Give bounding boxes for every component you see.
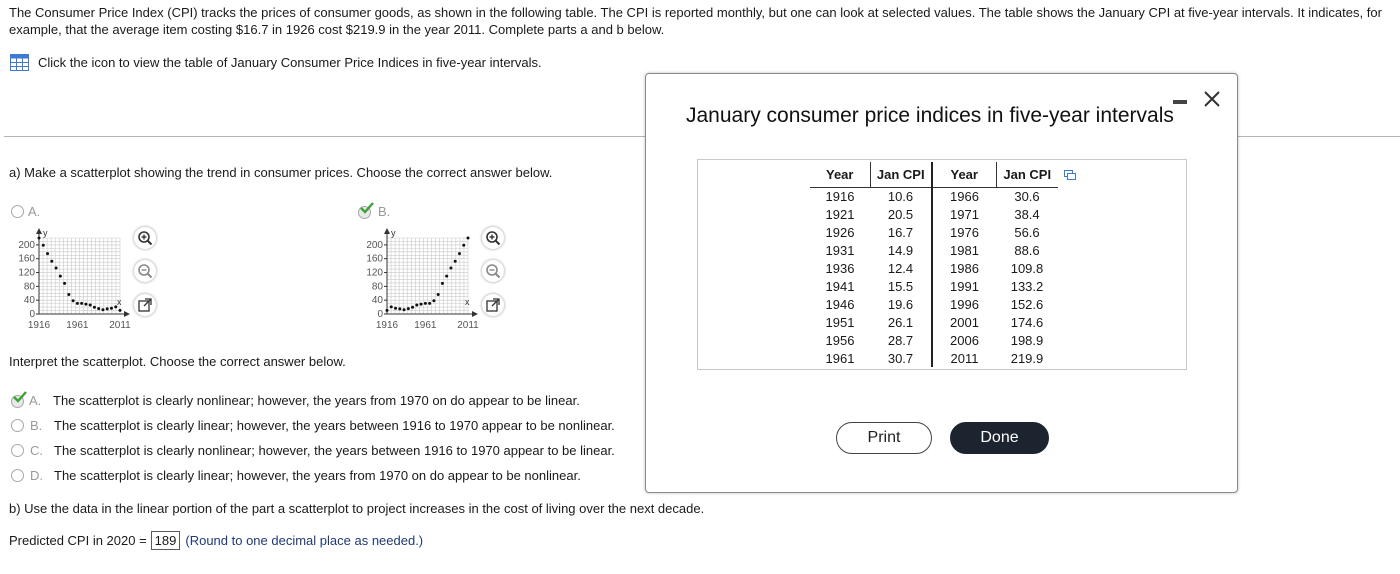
data-point (106, 307, 109, 310)
x-tick-label: 2011 (109, 320, 131, 331)
table-link-text[interactable]: Click the icon to view the table of January Consumer Price Indices in five-year intervals. (38, 55, 542, 70)
data-point (46, 252, 49, 255)
data-point (403, 308, 406, 311)
cpi-cell: 30.6 (1014, 188, 1040, 204)
x-axis-label: x (117, 297, 122, 307)
zoom-out-icon (485, 263, 501, 279)
cpi-cell: 174.6 (1010, 314, 1044, 330)
close-icon[interactable] (1202, 89, 1222, 109)
predict-label: Predicted CPI in 2020 = (9, 533, 147, 548)
data-point (449, 266, 452, 269)
data-point (386, 309, 389, 312)
data-point (432, 299, 435, 302)
year-cell: 1991 (950, 278, 979, 294)
print-button[interactable]: Print (836, 422, 932, 454)
table-row (810, 241, 1058, 259)
cpi-cell: 19.6 (870, 295, 932, 313)
data-point (445, 275, 448, 278)
choice-letter: D. (30, 468, 43, 483)
interpret-choice-c[interactable] (11, 443, 615, 458)
table-row (810, 277, 1058, 295)
table-row (810, 187, 1058, 205)
cpi-cell: 30.7 (870, 349, 932, 367)
zoom-out-button-b[interactable] (482, 260, 504, 282)
data-point (458, 252, 461, 255)
interpret-choice-a[interactable] (11, 393, 580, 408)
cpi-table (810, 162, 1058, 367)
answer-input[interactable]: 189 (151, 531, 181, 550)
y-axis-label: y (43, 228, 48, 238)
y-tick-label: 40 (371, 295, 383, 307)
cpi-cell: 14.9 (870, 241, 932, 259)
interpret-radio[interactable] (11, 469, 24, 482)
cpi-cell: 16.7 (870, 223, 932, 241)
y-tick-label: 80 (23, 281, 35, 293)
year-cell: 1916 (825, 188, 855, 204)
option-a-radio[interactable] (11, 205, 24, 218)
data-point (394, 307, 397, 310)
data-point (50, 260, 53, 263)
checkmark-icon (360, 202, 374, 214)
checkmark-icon (13, 391, 27, 403)
table-row (810, 331, 1058, 349)
y-tick-label: 160 (18, 253, 35, 265)
year-cell: 1936 (825, 260, 855, 276)
y-tick-label: 120 (18, 267, 35, 279)
data-point (72, 299, 75, 302)
year-cell: 1961 (825, 350, 855, 366)
cpi-cell: 28.7 (870, 331, 932, 349)
choice-letter: B. (30, 418, 43, 433)
data-point (42, 244, 45, 247)
choice-text: The scatterplot is clearly linear; however, the years between 1916 to 1970 appear to be nonlinear. (54, 418, 615, 433)
option-b-radio[interactable] (358, 205, 374, 219)
y-axis-label: y (391, 228, 396, 238)
table-icon[interactable] (10, 54, 29, 71)
y-tick-label: 200 (18, 239, 35, 251)
zoom-in-button-b[interactable] (482, 227, 504, 249)
choice-text: The scatterplot is clearly linear; however, the years from 1970 on do appear to be nonlinear. (54, 468, 581, 483)
plot-grid (387, 238, 468, 314)
x-arrow-icon (472, 311, 478, 317)
data-point (462, 244, 465, 247)
data-point (441, 282, 444, 285)
data-point (420, 303, 423, 306)
interpret-choice-d[interactable] (11, 468, 581, 483)
y-tick-label: 200 (366, 239, 383, 251)
scatterplot-a[interactable] (0, 226, 132, 337)
cpi-cell: 198.9 (1010, 332, 1044, 348)
x-tick-label: 1916 (27, 320, 51, 331)
cpi-cell: 109.8 (1010, 260, 1044, 276)
data-point (93, 306, 96, 309)
zoom-in-icon (485, 230, 501, 246)
table-row (810, 295, 1058, 313)
data-point (76, 302, 79, 305)
open-window-icon (138, 298, 152, 312)
year-cell: 2011 (950, 350, 979, 366)
table-link[interactable] (10, 54, 542, 71)
x-arrow-icon (124, 311, 130, 317)
x-axis-label: x (465, 297, 470, 307)
y-tick-label: 40 (23, 295, 35, 307)
data-point (89, 303, 92, 306)
year-cell: 1971 (950, 206, 979, 222)
header-cpi-2: Jan CPI (996, 162, 1058, 187)
data-point (119, 309, 122, 312)
option-b-letter: B. (378, 204, 391, 219)
year-cell: 1921 (825, 206, 855, 222)
done-button[interactable]: Done (950, 422, 1049, 454)
choice-text: The scatterplot is clearly nonlinear; however, the years from 1970 on do appear to be linear. (53, 393, 580, 408)
year-cell: 1931 (825, 242, 855, 258)
table-row (810, 223, 1058, 241)
year-cell: 1966 (950, 188, 979, 204)
interpret-radio[interactable] (11, 444, 24, 457)
intro-text: The Consumer Price Index (CPI) tracks the prices of consumer goods, as shown in the following table. The CPI is reported monthly, but one can look at selected values. The table shows the January CPI at five-year intervals. It indicates, for example, that the average item costing $16.7 in 1926 cost $219.9 in the year 2011. Complete parts a and b below. (9, 5, 1382, 37)
year-cell: 1976 (950, 224, 979, 240)
header-cpi-1: Jan CPI (870, 162, 932, 187)
year-cell: 1956 (825, 332, 855, 348)
year-cell: 1986 (950, 260, 979, 276)
table-row (810, 205, 1058, 223)
zoom-in-icon (137, 230, 153, 246)
year-cell: 1946 (825, 296, 855, 312)
cpi-cell: 12.4 (870, 259, 932, 277)
data-point (415, 303, 418, 306)
data-point (59, 275, 62, 278)
year-cell: 1941 (825, 278, 855, 294)
data-point (84, 303, 87, 306)
cpi-cell: 152.6 (1010, 296, 1044, 312)
data-point (114, 305, 117, 308)
cpi-cell: 56.6 (1014, 224, 1040, 240)
cpi-cell: 219.9 (1010, 350, 1044, 366)
data-point (407, 307, 410, 310)
choice-letter: C. (30, 443, 43, 458)
part-b-prompt: b) Use the data in the linear portion of the part a scatterplot to project increases in the cost of living over the next decade. (9, 501, 705, 516)
y-tick-label: 0 (377, 309, 383, 320)
open-window-button-b[interactable] (482, 294, 504, 316)
y-tick-label: 160 (366, 253, 383, 265)
data-point (80, 302, 83, 305)
cpi-table-dialog (645, 73, 1238, 493)
year-cell: 1926 (825, 224, 855, 240)
x-tick-label: 2011 (457, 320, 479, 331)
year-cell: 1951 (825, 314, 855, 330)
header-year-1: Year (810, 162, 870, 187)
table-row (810, 259, 1058, 277)
copy-icon[interactable] (1064, 170, 1076, 180)
y-tick-label: 0 (29, 309, 35, 320)
option-a-letter: A. (28, 204, 41, 219)
rounding-hint: (Round to one decimal place as needed.) (185, 533, 424, 548)
data-point (398, 307, 401, 310)
year-cell: 1981 (950, 242, 979, 258)
y-tick-label: 80 (371, 281, 383, 293)
option-b[interactable] (358, 204, 390, 219)
choice-letter: A. (29, 393, 42, 408)
option-a[interactable] (11, 204, 40, 219)
data-point (428, 302, 431, 305)
year-cell: 2001 (950, 314, 979, 330)
data-point (437, 293, 440, 296)
x-tick-label: 1961 (66, 320, 89, 331)
zoom-out-button-a[interactable] (134, 260, 156, 282)
data-point (101, 308, 104, 311)
data-point (55, 266, 58, 269)
scatterplot-b[interactable] (348, 226, 480, 337)
cpi-cell: 38.4 (1014, 206, 1040, 222)
cpi-cell: 20.5 (870, 205, 932, 223)
data-point (454, 260, 457, 263)
data-point (63, 282, 66, 285)
part-a-prompt: a) Make a scatterplot showing the trend in consumer prices. Choose the correct answer below. (9, 165, 553, 180)
year-cell: 2006 (950, 332, 979, 348)
y-arrow-icon (36, 228, 42, 234)
interpret-prompt: Interpret the scatterplot. Choose the correct answer below. (9, 354, 346, 369)
data-point (38, 237, 41, 240)
plot-grid (39, 238, 120, 314)
table-frame (697, 159, 1187, 370)
cpi-cell: 15.5 (870, 277, 932, 295)
x-tick-label: 1961 (414, 320, 437, 331)
zoom-out-icon (137, 263, 153, 279)
year-cell: 1996 (950, 296, 979, 312)
table-row (810, 313, 1058, 331)
data-point (424, 302, 427, 305)
prediction-row (9, 531, 423, 550)
cpi-cell: 26.1 (870, 313, 932, 331)
table-row (810, 349, 1058, 367)
header-year-2: Year (932, 162, 996, 187)
open-window-icon (486, 298, 500, 312)
data-point (390, 305, 393, 308)
data-point (467, 237, 470, 240)
zoom-in-button-a[interactable] (134, 227, 156, 249)
data-point (97, 307, 100, 310)
open-window-button-a[interactable] (134, 294, 156, 316)
cpi-cell: 88.6 (1014, 242, 1040, 258)
interpret-choice-b[interactable] (11, 418, 615, 433)
dialog-title: January consumer price indices in five-year intervals (686, 104, 1174, 127)
cpi-cell: 10.6 (870, 187, 932, 205)
data-point (411, 306, 414, 309)
y-tick-label: 120 (366, 267, 383, 279)
cpi-cell: 133.2 (1010, 278, 1044, 294)
choice-text: The scatterplot is clearly nonlinear; however, the years between 1916 to 1970 appear to be linear. (54, 443, 615, 458)
x-tick-label: 1916 (375, 320, 399, 331)
data-point (67, 293, 70, 296)
interpret-radio[interactable] (11, 394, 27, 408)
y-arrow-icon (384, 228, 390, 234)
interpret-radio[interactable] (11, 419, 24, 432)
minimize-icon[interactable] (1173, 100, 1187, 104)
data-point (110, 307, 113, 310)
